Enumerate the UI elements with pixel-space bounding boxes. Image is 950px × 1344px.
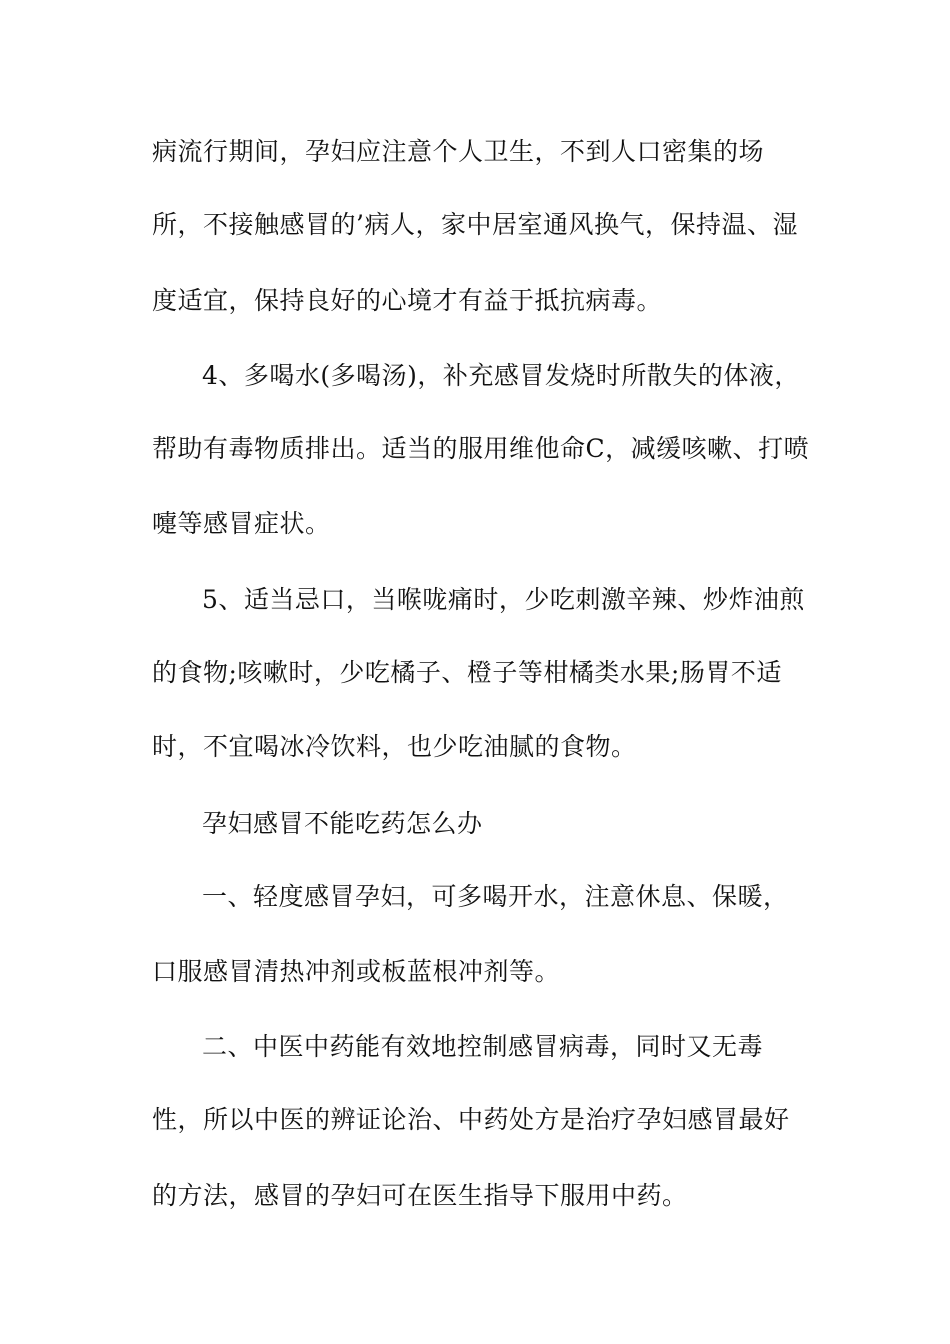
text-line: 的食物;咳嗽时，少吃橘子、橙子等柑橘类水果;肠胃不适: [152, 658, 782, 687]
section-heading: 孕妇感冒不能吃药怎么办: [202, 809, 483, 838]
paragraph-one-start: 一、轻度感冒孕妇，可多喝开水，注意休息、保暖，: [202, 882, 789, 911]
text-line: 帮助有毒物质排出。适当的服用维他命C，减缓咳嗽、打喷: [152, 434, 810, 463]
text-line: 嚏等感冒症状。: [152, 509, 331, 538]
text-line: 时，不宜喝冰冷饮料，也少吃油腻的食物。: [152, 732, 637, 761]
paragraph-4-start: 4、多喝水(多喝汤)，补充感冒发烧时所散失的体液，: [202, 361, 800, 390]
paragraph-two-start: 二、中医中药能有效地控制感冒病毒，同时又无毒: [202, 1032, 764, 1061]
paragraph-5-start: 5、适当忌口，当喉咙痛时，少吃刺激辛辣、炒炸油煎: [202, 585, 805, 614]
text-line: 口服感冒清热冲剂或板蓝根冲剂等。: [152, 957, 561, 986]
text-line: 病流行期间，孕妇应注意个人卫生，不到人口密集的场: [152, 137, 765, 166]
text-line: 所，不接触感冒的’病人，家中居室通风换气，保持温、湿: [152, 210, 798, 239]
text-line: 的方法，感冒的孕妇可在医生指导下服用中药。: [152, 1181, 688, 1210]
text-line: 性，所以中医的辨证论治、中药处方是治疗孕妇感冒最好: [152, 1105, 790, 1134]
text-line: 度适宜，保持良好的心境才有益于抵抗病毒。: [152, 286, 663, 315]
